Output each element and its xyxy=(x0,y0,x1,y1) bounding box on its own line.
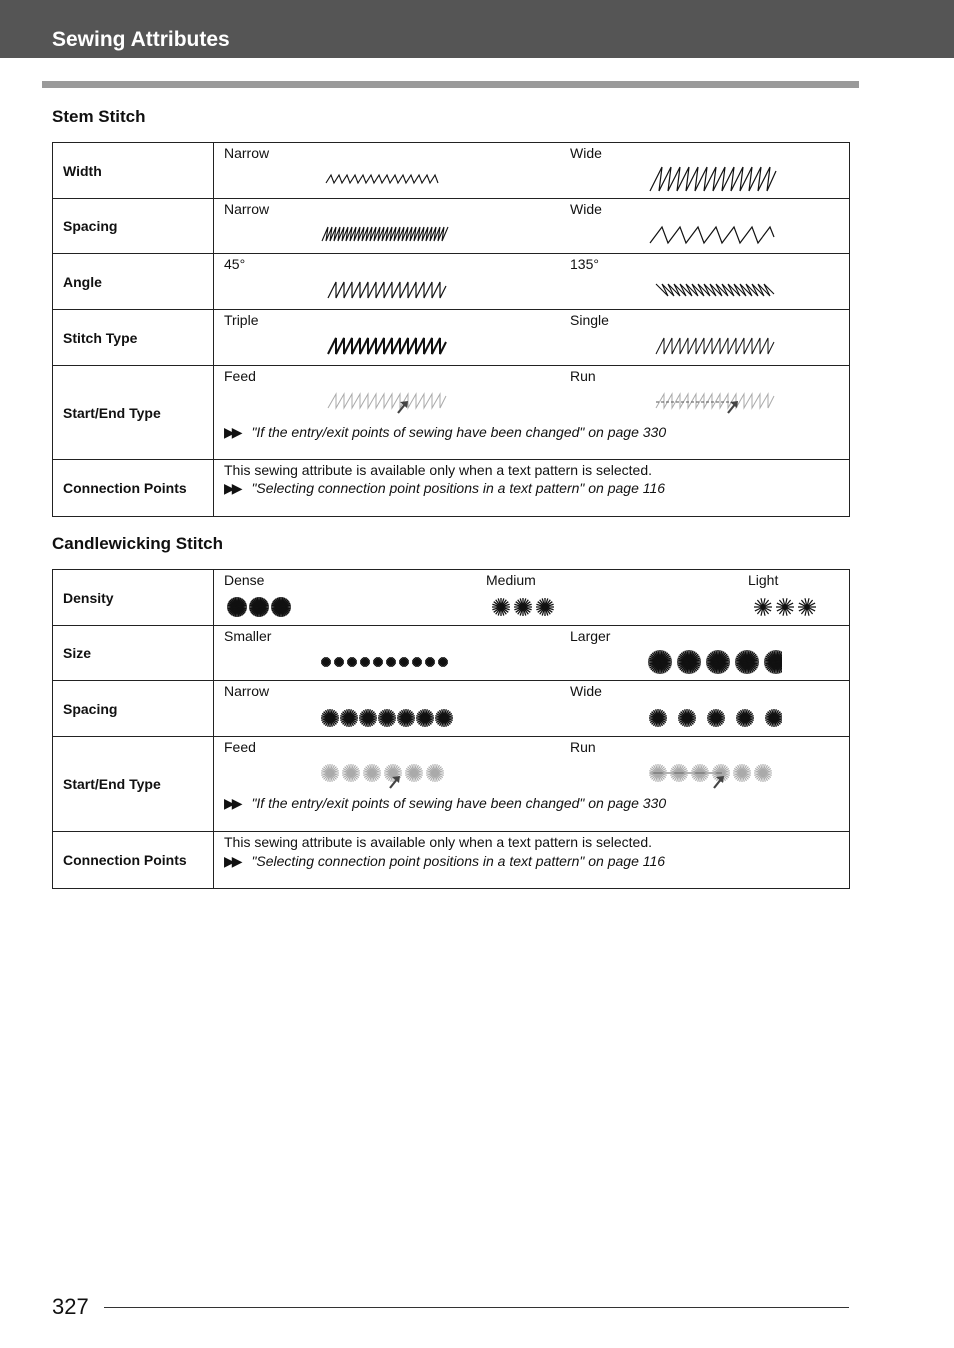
reference-text: "Selecting connection point positions in a text pattern" on page 116 xyxy=(251,480,666,496)
stitch-illustration xyxy=(648,165,778,193)
reference-text: "Selecting connection point positions in a text pattern" on page 116 xyxy=(251,853,666,869)
table-row xyxy=(53,570,850,626)
option-label: Dense xyxy=(224,572,265,588)
stitch-illustration xyxy=(320,654,454,670)
row-label: Angle xyxy=(53,254,214,310)
stitch-illustration xyxy=(648,707,782,729)
row-label: Size xyxy=(53,626,214,681)
option-label: Narrow xyxy=(224,145,270,161)
note-text: This sewing attribute is available only when a text pattern is selected. xyxy=(224,834,653,850)
option-label: 135° xyxy=(570,256,599,272)
stitch-illustration xyxy=(654,282,776,298)
option-label: Wide xyxy=(570,201,602,217)
option-label: Single xyxy=(570,312,609,328)
row-label: Connection Points xyxy=(53,460,214,517)
table-row xyxy=(53,199,850,254)
table-row xyxy=(53,310,850,366)
double-arrow-right-icon: ▶▶ xyxy=(224,480,240,496)
stitch-illustration xyxy=(320,707,454,729)
stitch-illustration xyxy=(226,596,292,618)
table-row xyxy=(53,681,850,737)
option-label: Wide xyxy=(570,145,602,161)
stem-stitch-table xyxy=(52,142,850,517)
reference-link[interactable] xyxy=(224,480,665,497)
row-label: Connection Points xyxy=(53,832,214,889)
row-label: Stitch Type xyxy=(53,310,214,366)
page-number: 327 xyxy=(52,1294,89,1319)
option-label: Run xyxy=(570,368,596,384)
option-label: Larger xyxy=(570,628,611,644)
stitch-illustration xyxy=(326,392,450,414)
option-label: Light xyxy=(748,572,779,588)
reference-link[interactable] xyxy=(224,795,666,812)
reference-link[interactable] xyxy=(224,853,665,870)
row-label: Spacing xyxy=(53,199,214,254)
option-label: Run xyxy=(570,739,596,755)
candlewicking-stitch-title: Candlewicking Stitch xyxy=(52,534,223,553)
row-label: Spacing xyxy=(53,681,214,737)
stitch-illustration xyxy=(752,596,818,618)
option-label: Narrow xyxy=(224,201,270,217)
reference-text: "If the entry/exit points of sewing have been changed" on page 330 xyxy=(251,795,667,811)
stitch-illustration xyxy=(326,280,448,300)
double-arrow-right-icon: ▶▶ xyxy=(224,795,240,811)
stitch-illustration xyxy=(490,596,556,618)
row-label: Start/End Type xyxy=(53,737,214,832)
option-label: 45° xyxy=(224,256,246,272)
reference-text: "If the entry/exit points of sewing have been changed" on page 330 xyxy=(251,424,667,440)
double-arrow-right-icon: ▶▶ xyxy=(224,853,240,869)
stitch-illustration xyxy=(648,763,782,789)
stitch-illustration xyxy=(648,648,782,676)
stitch-illustration xyxy=(320,225,452,243)
reference-link[interactable] xyxy=(224,424,666,441)
stitch-illustration xyxy=(326,336,448,356)
table-row xyxy=(53,460,850,517)
table-row xyxy=(53,626,850,681)
row-label: Density xyxy=(53,570,214,626)
stitch-illustration xyxy=(320,763,454,789)
option-label: Narrow xyxy=(224,683,270,699)
option-label: Triple xyxy=(224,312,259,328)
table-row xyxy=(53,737,850,832)
double-arrow-right-icon: ▶▶ xyxy=(224,424,240,440)
diagonal-arrow-icon xyxy=(728,401,738,413)
stitch-illustration xyxy=(324,171,440,187)
stitch-illustration xyxy=(654,336,776,356)
candlewicking-stitch-table xyxy=(52,569,850,889)
header-rule xyxy=(42,81,859,88)
table-row xyxy=(53,832,850,889)
option-label: Feed xyxy=(224,739,256,755)
option-label: Medium xyxy=(486,572,536,588)
page-header-title: Sewing Attributes xyxy=(52,28,230,51)
footer-rule xyxy=(104,1307,849,1308)
row-label: Width xyxy=(53,143,214,199)
stitch-illustration xyxy=(648,225,778,245)
table-row xyxy=(53,254,850,310)
table-row xyxy=(53,366,850,460)
row-label: Start/End Type xyxy=(53,366,214,460)
option-label: Feed xyxy=(224,368,256,384)
stem-stitch-title: Stem Stitch xyxy=(52,107,146,126)
option-label: Smaller xyxy=(224,628,272,644)
stitch-illustration xyxy=(654,392,778,414)
note-text: This sewing attribute is available only when a text pattern is selected. xyxy=(224,462,653,478)
table-row xyxy=(53,143,850,199)
option-label: Wide xyxy=(570,683,602,699)
